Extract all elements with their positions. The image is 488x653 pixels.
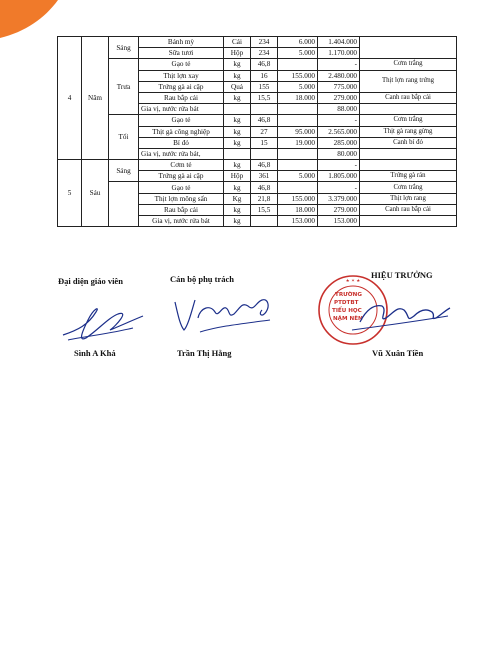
item-cell: Trứng gà ai cập <box>139 81 224 92</box>
total-cell: 88.000 <box>318 104 360 115</box>
price-cell: 5.000 <box>278 81 318 92</box>
item-cell: Gia vị, nước rửa bát <box>139 104 224 115</box>
total-cell: - <box>318 182 360 193</box>
price-cell <box>278 160 318 171</box>
teacher-signature <box>58 300 148 350</box>
note-cell: Thịt lợn rang trứng <box>360 70 457 92</box>
note-cell: Thịt lợn rang <box>360 193 457 204</box>
staff-name: Trần Thị Hằng <box>177 348 232 358</box>
qty-cell: 27 <box>251 126 278 137</box>
price-cell <box>278 59 318 70</box>
unit-cell: kg <box>224 182 251 193</box>
note-cell: Cơm trắng <box>360 59 457 70</box>
item-cell: Thịt lợn mông sấn <box>139 193 224 204</box>
principal-signature <box>352 292 452 342</box>
qty-cell: 46,8 <box>251 160 278 171</box>
total-cell: - <box>318 59 360 70</box>
unit-cell: Hộp <box>224 171 251 182</box>
menu-table <box>57 36 457 227</box>
meal-label <box>109 182 139 227</box>
qty-cell <box>251 216 278 227</box>
unit-cell: Hộp <box>224 48 251 59</box>
staff-signature <box>170 290 280 340</box>
price-cell: 155.000 <box>278 193 318 204</box>
price-cell <box>278 104 318 115</box>
unit-cell: kg <box>224 160 251 171</box>
price-cell: 19.000 <box>278 137 318 148</box>
price-cell <box>278 115 318 126</box>
staff-title: Cán bộ phụ trách <box>170 274 235 284</box>
price-cell: 5.000 <box>278 48 318 59</box>
item-cell: Sữa tươi <box>139 48 224 59</box>
unit-cell: Quả <box>224 81 251 92</box>
price-cell <box>278 148 318 159</box>
total-cell: 279.000 <box>318 204 360 215</box>
total-cell: 80.000 <box>318 148 360 159</box>
unit-cell: Kg <box>224 193 251 204</box>
qty-cell <box>251 148 278 159</box>
item-cell: Gạo tẻ <box>139 59 224 70</box>
unit-cell: kg <box>224 70 251 81</box>
meal-label: Sáng <box>109 160 139 182</box>
table-row <box>58 160 457 171</box>
qty-cell: 361 <box>251 171 278 182</box>
note-cell: Cơm trắng <box>360 115 457 126</box>
unit-cell <box>224 148 251 159</box>
item-cell: Gia vị, nước rửa bát, <box>139 148 224 159</box>
total-cell: 2.565.000 <box>318 126 360 137</box>
total-cell: 1.404.000 <box>318 37 360 48</box>
qty-cell: 155 <box>251 81 278 92</box>
table-row <box>58 182 457 193</box>
item-cell: Bánh mỳ <box>139 37 224 48</box>
unit-cell: kg <box>224 59 251 70</box>
teacher-title: Đại diện giáo viên <box>58 276 123 286</box>
qty-cell: 46,8 <box>251 115 278 126</box>
unit-cell: kg <box>224 115 251 126</box>
item-cell: Thịt gà công nghiệp <box>139 126 224 137</box>
qty-cell: 46,8 <box>251 182 278 193</box>
stamp-line4: NẬM NÈN <box>333 316 363 322</box>
total-cell: 775.000 <box>318 81 360 92</box>
day-name: Năm <box>82 37 109 160</box>
qty-cell <box>251 104 278 115</box>
day-name: Sáu <box>82 160 109 227</box>
stamp-line3: TIỂU HỌC <box>332 308 362 314</box>
teacher-name: Sình A Khá <box>74 348 116 358</box>
note-cell <box>360 37 457 59</box>
total-cell: 153.000 <box>318 216 360 227</box>
note-cell: Canh bí đỏ <box>360 137 457 148</box>
meal-label: Sáng <box>109 37 139 59</box>
principal-name: Vũ Xuân Tiền <box>372 348 424 358</box>
item-cell: Bí đỏ <box>139 137 224 148</box>
item-cell: Rau bắp cải <box>139 204 224 215</box>
qty-cell: 234 <box>251 48 278 59</box>
meal-label: Tối <box>109 115 139 160</box>
unit-cell: Cái <box>224 37 251 48</box>
item-cell: Thịt lợn xay <box>139 70 224 81</box>
item-cell: Cơm tẻ <box>139 160 224 171</box>
item-cell: Trứng gà ai cập <box>139 171 224 182</box>
item-cell: Gạo tẻ <box>139 115 224 126</box>
item-cell: Gia vị, nước rửa bát <box>139 216 224 227</box>
qty-cell: 16 <box>251 70 278 81</box>
stamp-line1: TRƯỜNG <box>335 292 362 298</box>
note-cell: Canh rau bắp cải <box>360 92 457 103</box>
total-cell: - <box>318 115 360 126</box>
principal-title: HIỆU TRƯỞNG <box>371 270 433 280</box>
price-cell: 18.000 <box>278 204 318 215</box>
unit-cell: kg <box>224 204 251 215</box>
note-cell <box>360 148 457 159</box>
stamp-line2: PTDTBT <box>334 300 359 306</box>
price-cell: 95.000 <box>278 126 318 137</box>
price-cell: 5.000 <box>278 171 318 182</box>
price-cell: 155.000 <box>278 70 318 81</box>
svg-text:★ ✶ ★: ★ ✶ ★ <box>345 279 361 284</box>
note-cell: Cơm trắng <box>360 182 457 193</box>
item-cell: Rau bắp cải <box>139 92 224 103</box>
total-cell: 3.379.000 <box>318 193 360 204</box>
unit-cell: kg <box>224 126 251 137</box>
qty-cell: 46,8 <box>251 59 278 70</box>
note-cell <box>360 216 457 227</box>
day-number: 4 <box>58 37 82 160</box>
price-cell <box>278 182 318 193</box>
corner-decoration <box>0 0 60 40</box>
total-cell: 1.170.000 <box>318 48 360 59</box>
unit-cell: kg <box>224 216 251 227</box>
qty-cell: 21,8 <box>251 193 278 204</box>
unit-cell: kg <box>224 92 251 103</box>
table-row <box>58 37 457 48</box>
qty-cell: 15,5 <box>251 204 278 215</box>
day-number: 5 <box>58 160 82 227</box>
meal-label: Trưa <box>109 59 139 115</box>
unit-cell: kg <box>224 137 251 148</box>
note-cell: Thịt gà rang gừng <box>360 126 457 137</box>
total-cell: 285.000 <box>318 137 360 148</box>
total-cell: 279.000 <box>318 92 360 103</box>
item-cell: Gạo tẻ <box>139 182 224 193</box>
unit-cell <box>224 104 251 115</box>
total-cell: 2.480.000 <box>318 70 360 81</box>
qty-cell: 234 <box>251 37 278 48</box>
total-cell: - <box>318 160 360 171</box>
note-cell: Trứng gà rán <box>360 171 457 182</box>
price-cell: 18.000 <box>278 92 318 103</box>
qty-cell: 15 <box>251 137 278 148</box>
table-row <box>58 59 457 70</box>
note-cell <box>360 160 457 171</box>
price-cell: 6.000 <box>278 37 318 48</box>
note-cell: Canh rau bắp cải <box>360 204 457 215</box>
note-cell <box>360 104 457 115</box>
total-cell: 1.805.000 <box>318 171 360 182</box>
qty-cell: 15,5 <box>251 92 278 103</box>
price-cell: 153.000 <box>278 216 318 227</box>
table-row <box>58 115 457 126</box>
